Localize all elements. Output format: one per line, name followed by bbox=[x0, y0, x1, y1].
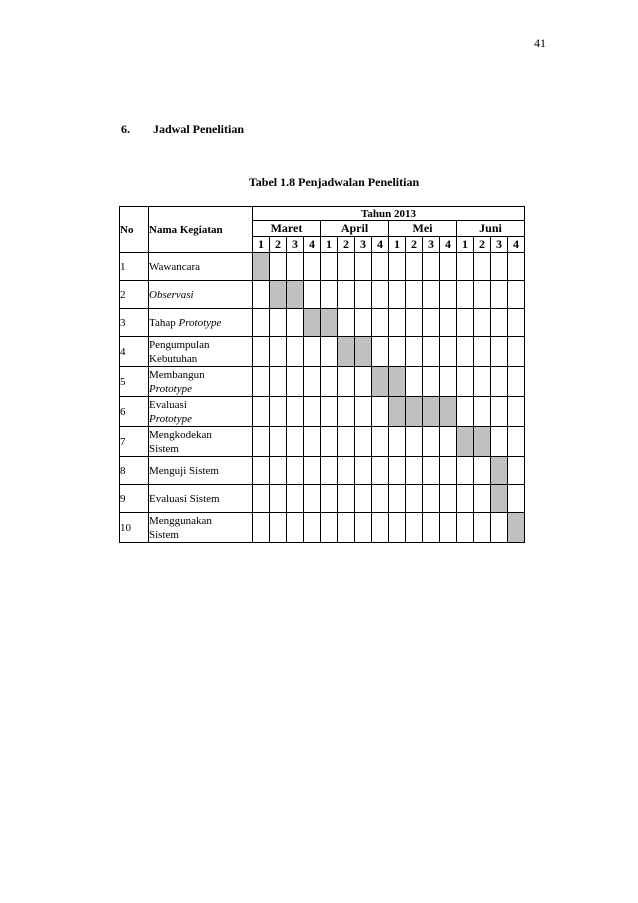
schedule-cell bbox=[457, 397, 474, 427]
schedule-cell bbox=[253, 485, 270, 513]
schedule-cell bbox=[338, 427, 355, 457]
schedule-cell bbox=[372, 337, 389, 367]
schedule-cell bbox=[355, 485, 372, 513]
schedule-cell bbox=[406, 253, 423, 281]
schedule-cell bbox=[457, 309, 474, 337]
schedule-cell bbox=[372, 281, 389, 309]
header-month: Mei bbox=[389, 221, 457, 237]
table-row bbox=[120, 309, 525, 337]
schedule-cell bbox=[253, 337, 270, 367]
schedule-cell bbox=[457, 281, 474, 309]
schedule-cell bbox=[440, 309, 457, 337]
schedule-cell bbox=[338, 397, 355, 427]
row-number: 8 bbox=[120, 457, 149, 485]
schedule-cell bbox=[304, 427, 321, 457]
activity-name bbox=[149, 367, 253, 397]
table-row bbox=[120, 513, 525, 543]
header-week: 1 bbox=[457, 237, 474, 253]
schedule-cell-filled bbox=[338, 337, 355, 367]
schedule-cell bbox=[491, 427, 508, 457]
schedule-cell-filled bbox=[304, 309, 321, 337]
schedule-cell bbox=[474, 253, 491, 281]
schedule-cell bbox=[474, 367, 491, 397]
schedule-cell bbox=[253, 281, 270, 309]
schedule-cell bbox=[270, 485, 287, 513]
header-week: 1 bbox=[253, 237, 270, 253]
schedule-cell bbox=[321, 367, 338, 397]
schedule-cell bbox=[440, 367, 457, 397]
row-number: 9 bbox=[120, 485, 149, 513]
schedule-cell bbox=[355, 253, 372, 281]
schedule-cell bbox=[474, 457, 491, 485]
schedule-cell bbox=[491, 281, 508, 309]
schedule-cell bbox=[270, 457, 287, 485]
schedule-cell bbox=[491, 397, 508, 427]
schedule-cell bbox=[355, 457, 372, 485]
schedule-cell bbox=[440, 337, 457, 367]
schedule-cell bbox=[270, 253, 287, 281]
schedule-cell bbox=[406, 427, 423, 457]
schedule-cell bbox=[474, 513, 491, 543]
schedule-cell bbox=[270, 427, 287, 457]
schedule-cell bbox=[406, 513, 423, 543]
schedule-cell bbox=[338, 513, 355, 543]
schedule-cell bbox=[372, 427, 389, 457]
schedule-cell bbox=[287, 367, 304, 397]
table-row bbox=[120, 253, 525, 281]
activity-name-part: Menggunakan bbox=[149, 514, 212, 527]
schedule-cell bbox=[304, 513, 321, 543]
header-week: 3 bbox=[491, 237, 508, 253]
schedule-cell bbox=[491, 513, 508, 543]
schedule-cell bbox=[355, 309, 372, 337]
activity-name bbox=[149, 281, 253, 309]
table-row bbox=[120, 337, 525, 367]
activity-name-part: Prototype bbox=[149, 412, 192, 425]
schedule-cell-filled bbox=[372, 367, 389, 397]
schedule-cell bbox=[253, 457, 270, 485]
activity-name-part: Prototype bbox=[178, 316, 222, 329]
header-week: 3 bbox=[355, 237, 372, 253]
schedule-cell bbox=[270, 309, 287, 337]
schedule-cell bbox=[389, 337, 406, 367]
schedule-cell bbox=[304, 397, 321, 427]
activity-name-part: Evaluasi bbox=[149, 398, 187, 411]
schedule-cell bbox=[474, 337, 491, 367]
schedule-cell bbox=[287, 513, 304, 543]
row-number: 1 bbox=[120, 253, 149, 281]
schedule-cell bbox=[321, 427, 338, 457]
schedule-cell bbox=[474, 309, 491, 337]
schedule-cell bbox=[270, 513, 287, 543]
schedule-cell bbox=[338, 253, 355, 281]
schedule-cell bbox=[338, 457, 355, 485]
schedule-cell-filled bbox=[389, 397, 406, 427]
schedule-cell bbox=[491, 337, 508, 367]
schedule-cell bbox=[508, 485, 525, 513]
header-week: 4 bbox=[304, 237, 321, 253]
header-week: 2 bbox=[270, 237, 287, 253]
schedule-cell bbox=[491, 253, 508, 281]
schedule-cell-filled bbox=[474, 427, 491, 457]
schedule-cell bbox=[440, 253, 457, 281]
schedule-cell bbox=[270, 337, 287, 367]
activity-name-part: Pengumpulan bbox=[149, 338, 210, 351]
schedule-cell bbox=[304, 337, 321, 367]
schedule-cell bbox=[457, 337, 474, 367]
schedule-cell bbox=[423, 485, 440, 513]
schedule-cell bbox=[440, 457, 457, 485]
schedule-cell bbox=[508, 337, 525, 367]
row-number: 10 bbox=[120, 513, 149, 543]
schedule-cell bbox=[406, 367, 423, 397]
schedule-cell bbox=[304, 367, 321, 397]
activity-name bbox=[149, 337, 253, 367]
header-month: Maret bbox=[253, 221, 321, 237]
schedule-cell bbox=[389, 485, 406, 513]
schedule-cell bbox=[508, 367, 525, 397]
schedule-cell bbox=[457, 485, 474, 513]
schedule-cell-filled bbox=[440, 397, 457, 427]
schedule-cell bbox=[372, 485, 389, 513]
header-week: 1 bbox=[389, 237, 406, 253]
header-week: 4 bbox=[440, 237, 457, 253]
header-no: No bbox=[120, 207, 149, 253]
schedule-cell bbox=[440, 427, 457, 457]
row-number: 7 bbox=[120, 427, 149, 457]
header-month: April bbox=[321, 221, 389, 237]
activity-name-part: Mengkodekan bbox=[149, 428, 212, 441]
schedule-cell bbox=[423, 337, 440, 367]
schedule-cell-filled bbox=[491, 485, 508, 513]
header-week: 4 bbox=[372, 237, 389, 253]
activity-name bbox=[149, 457, 253, 485]
schedule-cell-filled bbox=[508, 513, 525, 543]
schedule-cell bbox=[457, 367, 474, 397]
row-number: 6 bbox=[120, 397, 149, 427]
schedule-cell bbox=[491, 309, 508, 337]
schedule-cell bbox=[474, 485, 491, 513]
schedule-cell bbox=[406, 457, 423, 485]
schedule-cell bbox=[253, 397, 270, 427]
schedule-cell bbox=[491, 367, 508, 397]
schedule-cell bbox=[287, 309, 304, 337]
schedule-cell bbox=[304, 253, 321, 281]
schedule-cell bbox=[423, 281, 440, 309]
schedule-cell bbox=[338, 309, 355, 337]
schedule-cell bbox=[321, 397, 338, 427]
activity-name-part: Sistem bbox=[149, 528, 179, 541]
schedule-cell bbox=[457, 513, 474, 543]
schedule-cell bbox=[508, 457, 525, 485]
schedule-cell bbox=[321, 485, 338, 513]
activity-name bbox=[149, 513, 253, 543]
schedule-cell bbox=[389, 427, 406, 457]
row-number: 2 bbox=[120, 281, 149, 309]
schedule-cell bbox=[440, 281, 457, 309]
schedule-cell bbox=[389, 309, 406, 337]
schedule-cell bbox=[304, 457, 321, 485]
header-week: 2 bbox=[474, 237, 491, 253]
schedule-cell bbox=[304, 281, 321, 309]
activity-name bbox=[149, 309, 253, 337]
header-week: 1 bbox=[321, 237, 338, 253]
schedule-cell bbox=[423, 427, 440, 457]
schedule-cell-filled bbox=[270, 281, 287, 309]
schedule-cell bbox=[253, 427, 270, 457]
schedule-cell bbox=[321, 281, 338, 309]
table-row bbox=[120, 397, 525, 427]
header-month: Juni bbox=[457, 221, 525, 237]
header-week: 2 bbox=[338, 237, 355, 253]
schedule-cell bbox=[355, 427, 372, 457]
schedule-cell bbox=[508, 309, 525, 337]
schedule-cell-filled bbox=[321, 309, 338, 337]
activity-name bbox=[149, 397, 253, 427]
schedule-cell bbox=[440, 513, 457, 543]
schedule-cell bbox=[287, 397, 304, 427]
activity-name bbox=[149, 253, 253, 281]
section-title: Jadwal Penelitian bbox=[153, 122, 245, 136]
schedule-cell bbox=[287, 485, 304, 513]
schedule-cell bbox=[253, 513, 270, 543]
schedule-cell bbox=[423, 253, 440, 281]
schedule-cell bbox=[389, 281, 406, 309]
schedule-cell bbox=[423, 457, 440, 485]
schedule-cell bbox=[372, 309, 389, 337]
schedule-cell bbox=[372, 457, 389, 485]
page-number: 41 bbox=[534, 36, 546, 50]
schedule-cell bbox=[287, 457, 304, 485]
schedule-cell bbox=[270, 367, 287, 397]
schedule-cell bbox=[508, 281, 525, 309]
header-year: Tahun 2013 bbox=[253, 207, 525, 221]
header-week: 3 bbox=[423, 237, 440, 253]
header-week: 4 bbox=[508, 237, 525, 253]
schedule-cell-filled bbox=[389, 367, 406, 397]
schedule-cell bbox=[287, 253, 304, 281]
schedule-cell bbox=[372, 513, 389, 543]
schedule-cell bbox=[406, 337, 423, 367]
schedule-cell bbox=[304, 485, 321, 513]
schedule-cell bbox=[321, 457, 338, 485]
schedule-cell bbox=[389, 513, 406, 543]
table-caption: Tabel 1.8 Penjadwalan Penelitian bbox=[248, 175, 420, 189]
schedule-cell bbox=[372, 253, 389, 281]
schedule-cell bbox=[372, 397, 389, 427]
activity-name bbox=[149, 427, 253, 457]
schedule-cell-filled bbox=[355, 337, 372, 367]
schedule-cell-filled bbox=[406, 397, 423, 427]
section-number: 6. bbox=[121, 122, 130, 136]
row-number: 3 bbox=[120, 309, 149, 337]
schedule-cell bbox=[457, 457, 474, 485]
activity-name-part: Tahap bbox=[149, 316, 179, 329]
schedule-cell bbox=[321, 337, 338, 367]
schedule-cell bbox=[508, 397, 525, 427]
row-number: 4 bbox=[120, 337, 149, 367]
schedule-cell bbox=[270, 397, 287, 427]
schedule-cell bbox=[321, 513, 338, 543]
section-heading bbox=[121, 122, 244, 137]
schedule-cell bbox=[423, 367, 440, 397]
schedule-cell bbox=[440, 485, 457, 513]
activity-name bbox=[149, 485, 253, 513]
table-row bbox=[120, 457, 525, 485]
schedule-cell-filled bbox=[457, 427, 474, 457]
table-row bbox=[120, 367, 525, 397]
header-week: 2 bbox=[406, 237, 423, 253]
activity-name-part: Membangun bbox=[149, 368, 205, 381]
schedule-cell bbox=[389, 253, 406, 281]
activity-name-part: Prototype bbox=[149, 382, 192, 395]
schedule-cell bbox=[423, 513, 440, 543]
table-row bbox=[120, 485, 525, 513]
schedule-cell bbox=[338, 485, 355, 513]
schedule-cell bbox=[253, 309, 270, 337]
schedule-cell bbox=[406, 281, 423, 309]
schedule-cell bbox=[406, 485, 423, 513]
header-week: 3 bbox=[287, 237, 304, 253]
table-row bbox=[120, 281, 525, 309]
activity-name-part: Evaluasi Sistem bbox=[149, 492, 220, 505]
table-row bbox=[120, 427, 525, 457]
schedule-cell bbox=[287, 427, 304, 457]
schedule-cell bbox=[474, 281, 491, 309]
activity-name-part: Wawancara bbox=[149, 260, 201, 273]
schedule-cell bbox=[355, 367, 372, 397]
schedule-cell bbox=[389, 457, 406, 485]
activity-name-part: Observasi bbox=[149, 288, 194, 301]
schedule-cell bbox=[338, 281, 355, 309]
schedule-cell bbox=[457, 253, 474, 281]
schedule-cell bbox=[406, 309, 423, 337]
activity-name-part: Menguji Sistem bbox=[149, 464, 219, 477]
schedule-cell-filled bbox=[491, 457, 508, 485]
schedule-cell bbox=[355, 397, 372, 427]
schedule-cell bbox=[253, 367, 270, 397]
schedule-cell bbox=[355, 513, 372, 543]
schedule-cell bbox=[355, 281, 372, 309]
schedule-cell-filled bbox=[423, 397, 440, 427]
schedule-cell bbox=[508, 427, 525, 457]
schedule-cell bbox=[508, 253, 525, 281]
schedule-cell bbox=[423, 309, 440, 337]
activity-name-part: Kebutuhan bbox=[149, 352, 198, 365]
schedule-cell bbox=[338, 367, 355, 397]
row-number: 5 bbox=[120, 367, 149, 397]
schedule-cell bbox=[321, 253, 338, 281]
schedule-cell-filled bbox=[287, 281, 304, 309]
schedule-cell-filled bbox=[253, 253, 270, 281]
header-activity: Nama Kegiatan bbox=[149, 207, 253, 253]
schedule-cell bbox=[474, 397, 491, 427]
schedule-table bbox=[119, 206, 525, 543]
schedule-cell bbox=[287, 337, 304, 367]
activity-name-part: Sistem bbox=[149, 442, 179, 455]
